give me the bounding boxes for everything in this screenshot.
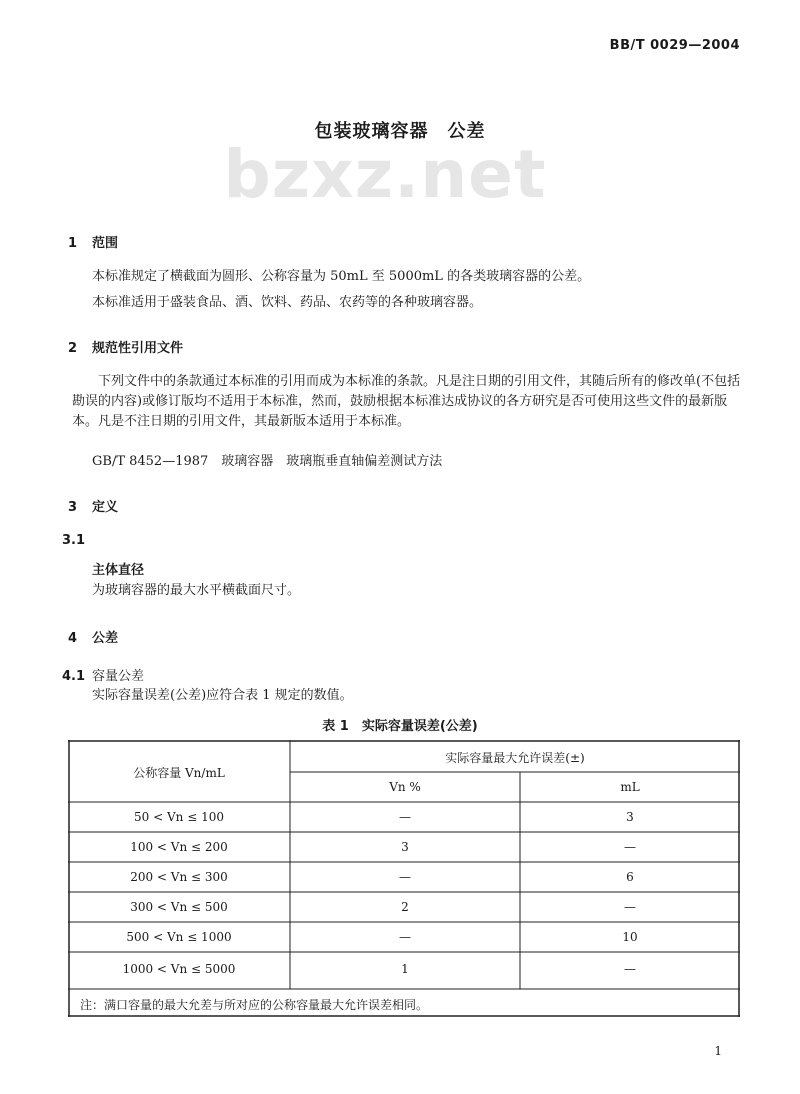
table-cell-range: 1000 < Vn ≤ 5000	[122, 962, 236, 976]
table-cell-range: 100 < Vn ≤ 200	[130, 840, 228, 854]
table-cell-ml: —	[624, 900, 636, 914]
section-title: 定义	[92, 500, 119, 515]
column-header-percent: Vn %	[389, 780, 421, 794]
column-header-ml: mL	[620, 780, 640, 794]
section-title: 规范性引用文件	[92, 341, 184, 356]
section-1-paragraph-2: 本标准适用于盛装食品、酒、饮料、药品、农药等的各种玻璃容器。	[92, 295, 483, 310]
subsection-4-1-heading	[62, 665, 144, 684]
column-header-nominal-capacity: 公称容量 Vn/mL	[133, 766, 225, 780]
table-cell-ml: —	[624, 962, 636, 976]
term-definition: 为玻璃容器的最大水平横截面尺寸。	[92, 583, 301, 598]
section-number: 1	[68, 236, 78, 251]
term-main-diameter: 主体直径	[92, 563, 145, 578]
section-4-heading	[68, 627, 118, 646]
document-title: 包装玻璃容器 公差	[314, 121, 486, 142]
standard-code: BB/T 0029—2004	[609, 38, 740, 53]
section-number: 2	[68, 341, 78, 356]
table-cell-percent: —	[399, 870, 411, 884]
section-3-heading	[68, 496, 118, 515]
section-1-heading	[68, 232, 118, 251]
table-note: 注：满口容量的最大允差与所对应的公称容量最大允许误差相同。	[80, 998, 429, 1012]
table-cell-ml: 10	[622, 930, 638, 944]
subsection-3-1-number: 3.1	[62, 533, 86, 548]
section-number: 4	[68, 631, 78, 646]
table-cell-percent: —	[399, 810, 411, 824]
section-2-heading	[68, 337, 183, 356]
table-cell-range: 50 < Vn ≤ 100	[134, 810, 224, 824]
table-cell-ml: —	[624, 840, 636, 854]
normative-reference: GB/T 8452—1987 玻璃容器 玻璃瓶垂直轴偏差测试方法	[92, 454, 443, 469]
section-2-paragraph: 下列文件中的条款通过本标准的引用而成为本标准的条款。凡是注日期的引用文件，其随后所有的修改单(不包括勘误的内容)或修订版均不适用于本标准，然而，鼓励根据本标准达成协议的各方研究是否可使用这些文件的最新版本。凡是不注日期的引用文件，其最新版本适用于本标准。	[72, 374, 741, 429]
section-number: 3	[68, 500, 78, 515]
section-title: 范围	[92, 236, 119, 251]
watermark-logo: bzxz.net	[223, 136, 547, 213]
subsection-number: 4.1	[62, 669, 86, 684]
subsection-title: 容量公差	[92, 669, 145, 684]
table-cell-range: 500 < Vn ≤ 1000	[126, 930, 232, 944]
table-cell-percent: 1	[401, 962, 409, 976]
section-1-paragraph-1: 本标准规定了横截面为圆形、公称容量为 50mL 至 5000mL 的各类玻璃容器的公差。	[92, 269, 591, 284]
table-cell-range: 200 < Vn ≤ 300	[130, 870, 228, 884]
section-title: 公差	[92, 631, 119, 646]
table-cell-percent: 2	[401, 900, 409, 914]
column-group-header-max-error: 实际容量最大允许误差(±)	[445, 751, 585, 765]
table-cell-ml: 6	[626, 870, 634, 884]
section-4-paragraph: 实际容量误差(公差)应符合表 1 规定的数值。	[92, 688, 353, 703]
page-number: 1	[714, 1044, 722, 1058]
table-cell-range: 300 < Vn ≤ 500	[130, 900, 228, 914]
table-caption: 表 1 实际容量误差(公差)	[322, 719, 478, 734]
table-cell-percent: —	[399, 930, 411, 944]
table-cell-percent: 3	[401, 840, 409, 854]
tolerance-table	[68, 740, 740, 1017]
table-cell-ml: 3	[626, 810, 634, 824]
